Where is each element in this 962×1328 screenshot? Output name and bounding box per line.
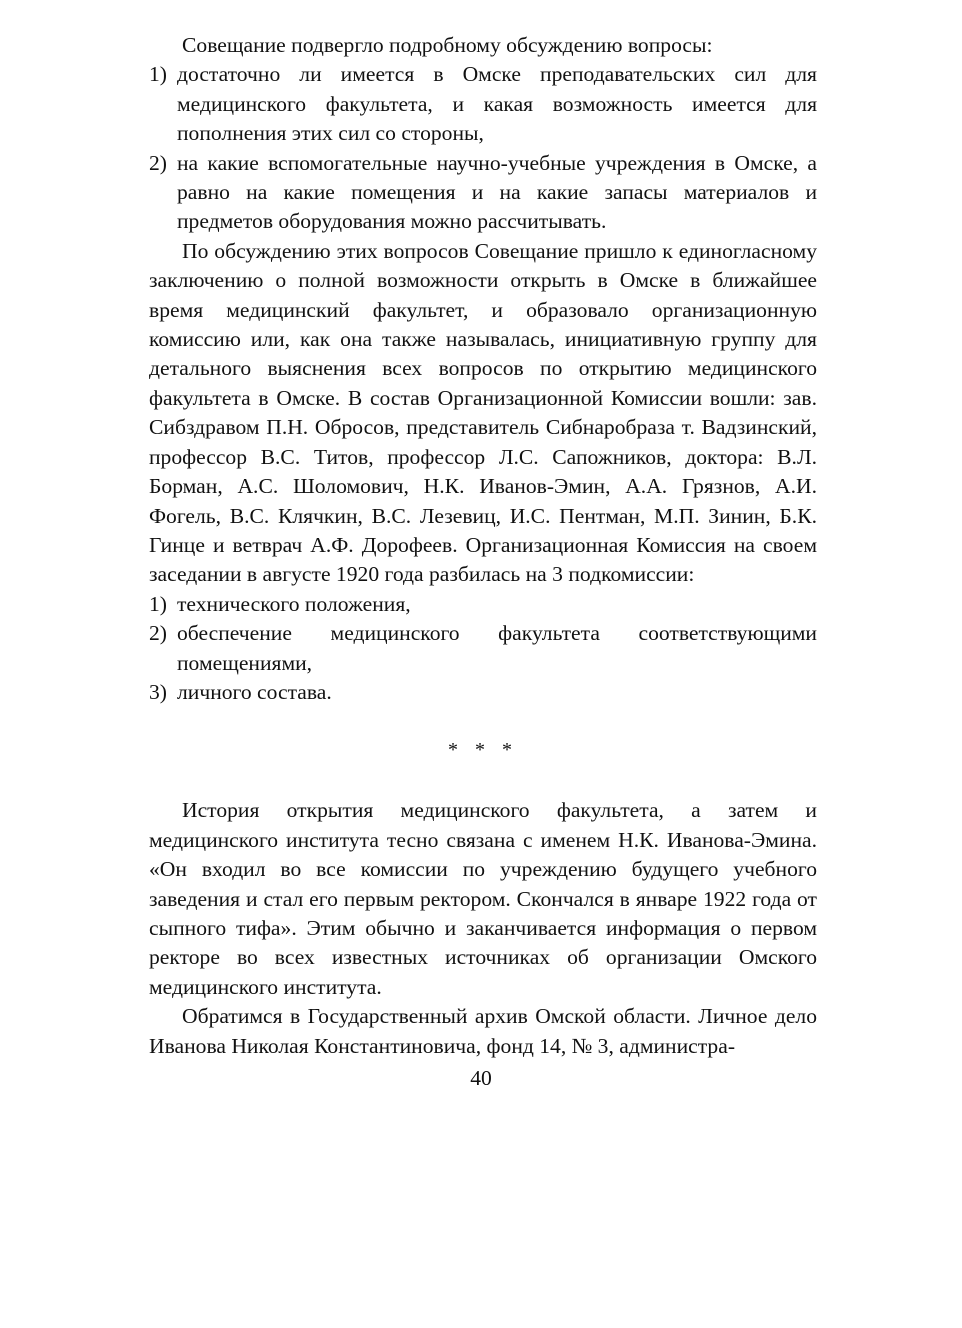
section-separator: * * * (448, 739, 518, 762)
list-item-text: на какие вспомогательные научно-учебные учреждения в Омске, а равно на какие помещения и на какие запасы материалов и предметов оборудования можно рассчитывать. (177, 150, 817, 234)
list-item (149, 678, 817, 707)
list-item-text: достаточно ли имеется в Омске преподавательских сил для медицинского факультета, и какая возможность имеется для пополнения этих сил со стороны, (177, 62, 817, 146)
list-item-text: технического положения, (177, 591, 411, 616)
list-item-number: 2) (149, 621, 167, 646)
commission-paragraph: По обсуждению этих вопросов Совещание пришло к единогласному заключению о полной возможности открыть в Омске в ближайшее время медицинский факультет, и образовало организационную комиссию или, как она также называлась, инициативную группу для детального выяснения всех вопросов по открытию медицинского факультета в Омске. В состав Организационной Комиссии вошли: зав. Сибздравом П.Н. Обросов, представитель Сибнаробраза т. Вадзинский, профессор В.С. Титов, профессор Л.С. Сапожников, доктора: В.Л. Борман, А.С. Шоломович, Н.К. Иванов-Эмин, А.А. Грязнов, А.И. Фогель, В.С. Клячкин, В.С. Лезевиц, И.С. Пентман, М.П. Зинин, Б.К. Гинце и ветврач А.Ф. Дорофеев. Организационная Комиссия на своем заседании в августе 1920 года разбилась на 3 подкомиссии: (149, 238, 817, 587)
list-item-text: обеспечение медицинского факультета соответствующими помещениями, (177, 621, 817, 675)
list-item-number: 2) (149, 150, 167, 175)
history-paragraph: История открытия медицинского факультета, а затем и медицинского института тесно связана с именем Н.К. Иванова-Эмина. «Он входил во все комиссии по учреждению будущего учебного заведения и стал его первым ректором. Скончался в январе 1922 года от сыпного тифа». Этим обычно и заканчивается информация о первом ректоре во всех известных источниках об организации Омского медицинского института. (149, 798, 817, 999)
archive-paragraph: Обратимся в Государственный архив Омской области. Личное дело Иванова Николая Константиновича, фонд 14, № 3, администра- (149, 1004, 817, 1058)
subcommissions-list (149, 590, 817, 708)
list-item-number: 3) (149, 679, 167, 704)
list-item-number: 1) (149, 62, 167, 87)
intro-paragraph: Совещание подвергло подробному обсуждению вопросы: (182, 33, 713, 57)
list-item (149, 149, 817, 237)
page-body (149, 31, 817, 1061)
list-item-text: личного состава. (177, 679, 332, 704)
list-item (149, 60, 817, 148)
page-number: 40 (470, 1066, 492, 1090)
questions-list (149, 60, 817, 236)
list-item-number: 1) (149, 591, 167, 616)
list-item (149, 619, 817, 678)
list-item (149, 590, 817, 619)
